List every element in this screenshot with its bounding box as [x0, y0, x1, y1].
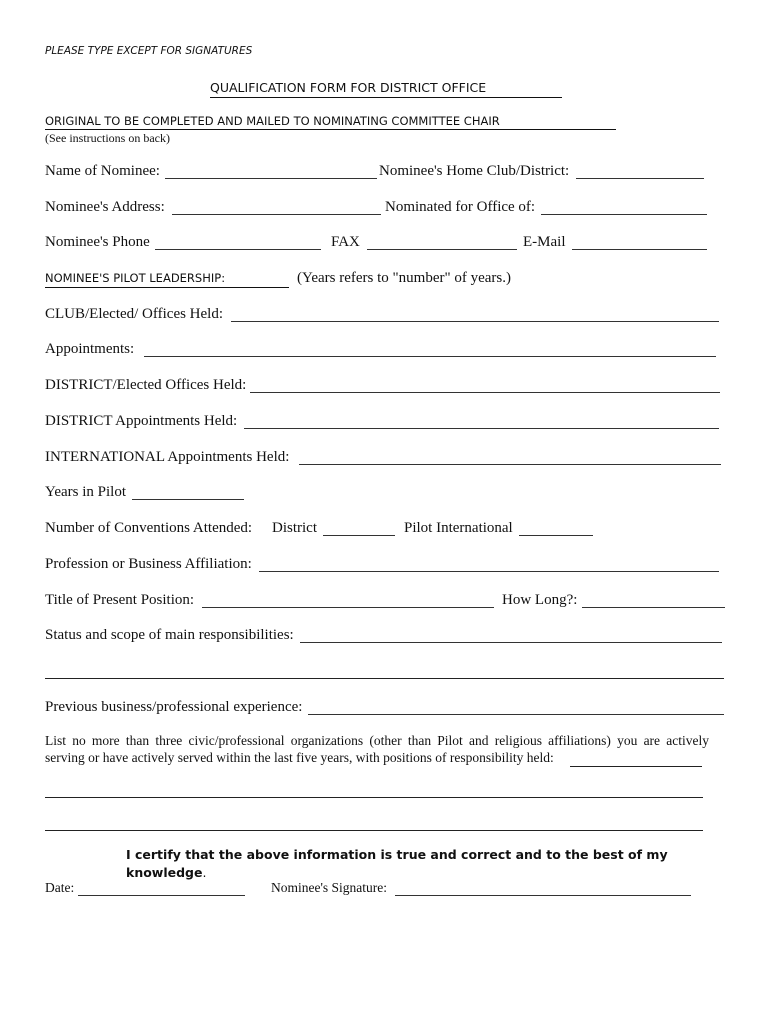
- organizations-inline-field[interactable]: [570, 766, 702, 767]
- form-title: QUALIFICATION FORM FOR DISTRICT OFFICE: [210, 80, 562, 98]
- organizations-instruction-line2: serving or have actively served within the last five years, with positions of responsibility held:: [45, 750, 554, 765]
- certification-line1: I certify that the above information is true and correct and to the best of my: [126, 847, 668, 862]
- district-offices-row: [45, 377, 725, 399]
- certification-statement: [126, 846, 668, 882]
- mailing-instruction: ORIGINAL TO BE COMPLETED AND MAILED TO NOMINATING COMMITTEE CHAIR: [45, 114, 616, 130]
- nominee-name-label: Name of Nominee:: [45, 163, 160, 179]
- fax-field[interactable]: [367, 249, 517, 250]
- signature-row: [45, 880, 725, 902]
- district-appointments-row: [45, 413, 725, 435]
- district-offices-label: DISTRICT/Elected Offices Held:: [45, 377, 247, 393]
- phone-field[interactable]: [155, 249, 321, 250]
- club-offices-row: [45, 306, 725, 328]
- organizations-instruction-line1: List no more than three civic/professional organizations (other than Pilot and religious affiliations) you are actively: [45, 733, 709, 748]
- responsibilities-field[interactable]: [300, 642, 722, 643]
- pilot-international-field[interactable]: [519, 535, 593, 536]
- club-offices-label: CLUB/Elected/ Offices Held:: [45, 306, 224, 322]
- profession-label: Profession or Business Affiliation:: [45, 556, 252, 572]
- district-appointments-field[interactable]: [244, 428, 719, 429]
- previous-experience-label: Previous business/professional experience:: [45, 699, 303, 715]
- years-note: (Years refers to "number" of years.): [297, 270, 511, 286]
- pilot-leadership-heading: NOMINEE'S PILOT LEADERSHIP:: [45, 271, 289, 288]
- contact-row: [45, 234, 725, 256]
- office-field[interactable]: [541, 214, 707, 215]
- phone-label: Nominee's Phone: [45, 234, 150, 250]
- type-instruction-note: PLEASE TYPE EXCEPT FOR SIGNATURES: [45, 45, 253, 57]
- position-title-field[interactable]: [202, 607, 494, 608]
- district-offices-field[interactable]: [250, 392, 720, 393]
- certification-period: .: [202, 865, 207, 880]
- instructions-reference: (See instructions on back): [45, 131, 170, 145]
- home-club-field[interactable]: [576, 178, 704, 179]
- certification-knowledge: knowledge: [126, 865, 203, 880]
- position-title-label: Title of Present Position:: [45, 592, 195, 608]
- international-appointments-row: [45, 449, 725, 471]
- date-label: Date:: [45, 880, 75, 895]
- club-offices-field[interactable]: [231, 321, 719, 322]
- email-label: E-Mail: [523, 234, 566, 250]
- years-in-pilot-row: [45, 484, 725, 506]
- conventions-row: [45, 520, 725, 542]
- international-appointments-field[interactable]: [299, 464, 721, 465]
- responsibilities-continuation-line[interactable]: [45, 678, 724, 679]
- nominee-name-row: [45, 163, 725, 185]
- organizations-field-line2[interactable]: [45, 830, 703, 831]
- how-long-field[interactable]: [582, 607, 725, 608]
- fax-label: FAX: [331, 234, 360, 250]
- conventions-label: Number of Conventions Attended:: [45, 520, 253, 536]
- address-field[interactable]: [172, 214, 381, 215]
- international-appointments-label: INTERNATIONAL Appointments Held:: [45, 449, 290, 465]
- previous-experience-row: [45, 699, 730, 721]
- responsibilities-label: Status and scope of main responsibilities:: [45, 627, 294, 643]
- address-label: Nominee's Address:: [45, 199, 165, 215]
- district-conventions-field[interactable]: [323, 535, 395, 536]
- district-conventions-label: District: [272, 520, 317, 536]
- address-row: [45, 199, 725, 221]
- appointments-field[interactable]: [144, 356, 716, 357]
- years-in-pilot-field[interactable]: [132, 499, 244, 500]
- office-label: Nominated for Office of:: [385, 199, 536, 215]
- signature-field[interactable]: [395, 895, 691, 896]
- date-field[interactable]: [78, 895, 245, 896]
- previous-experience-field[interactable]: [308, 714, 724, 715]
- organizations-field-line1[interactable]: [45, 797, 703, 798]
- profession-row: [45, 556, 725, 578]
- responsibilities-row: [45, 627, 725, 649]
- how-long-label: How Long?:: [502, 592, 578, 608]
- appointments-row: [45, 341, 725, 363]
- years-in-pilot-label: Years in Pilot: [45, 484, 126, 500]
- district-appointments-label: DISTRICT Appointments Held:: [45, 413, 238, 429]
- signature-label: Nominee's Signature:: [271, 880, 388, 895]
- home-club-label: Nominee's Home Club/District:: [379, 163, 570, 179]
- appointments-label: Appointments:: [45, 341, 135, 357]
- profession-field[interactable]: [259, 571, 719, 572]
- pilot-international-label: Pilot International: [404, 520, 513, 536]
- nominee-name-field[interactable]: [165, 178, 377, 179]
- position-row: [45, 592, 730, 614]
- email-field[interactable]: [572, 249, 707, 250]
